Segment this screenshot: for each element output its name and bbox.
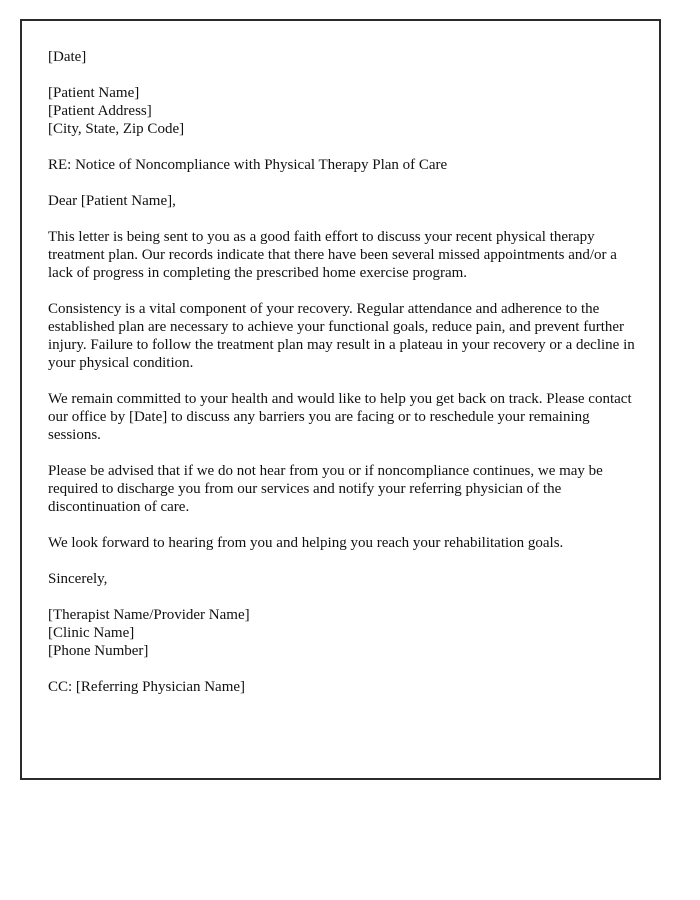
phone-number: [Phone Number] [48,643,149,659]
recipient-city-state-zip: [City, State, Zip Code] [48,121,185,137]
subject-line: RE: Notice of Noncompliance with Physical Therapy Plan of Care [48,157,448,173]
cc-line: CC: [Referring Physician Name] [48,679,246,695]
therapist-name: [Therapist Name/Provider Name] [48,607,250,623]
body-paragraph-intro: This letter is being sent to you as a good faith effort to discuss your recent physical therapy treatment plan. Our records indicate that there have been several missed appointments and/or a lack of progress in completing the prescribed home exercise program. [48,229,617,281]
body-paragraph-discharge-warning: Please be advised that if we do not hear from you or if noncompliance continues, we may be required to discharge you from our services and notify your referring physician of the discontinuation of care. [48,463,603,515]
salutation: Dear [Patient Name], [48,193,176,209]
body-paragraph-lookforward: We look forward to hearing from you and helping you reach your rehabilitation goals. [48,535,564,551]
recipient-street-address: [Patient Address] [48,103,152,119]
recipient-name: [Patient Name] [48,85,140,101]
signature-block [48,606,635,660]
letter-document [20,19,661,780]
clinic-name: [Clinic Name] [48,625,135,641]
body-paragraph-consistency: Consistency is a vital component of your recovery. Regular attendance and adherence to the established plan are necessary to achieve your functional goals, reduce pain, and prevent further injury. Failure to follow the treatment plan may result in a plateau in your recovery or a decline in your physical condition. [48,301,635,371]
body-paragraph-commitment: We remain committed to your health and would like to help you get back on track. Please contact our office by [Date] to discuss any barriers you are facing or to reschedule your remaining sessions. [48,391,632,443]
recipient-address-block [48,84,635,138]
closing: Sincerely, [48,571,108,587]
date-placeholder: [Date] [48,49,87,65]
